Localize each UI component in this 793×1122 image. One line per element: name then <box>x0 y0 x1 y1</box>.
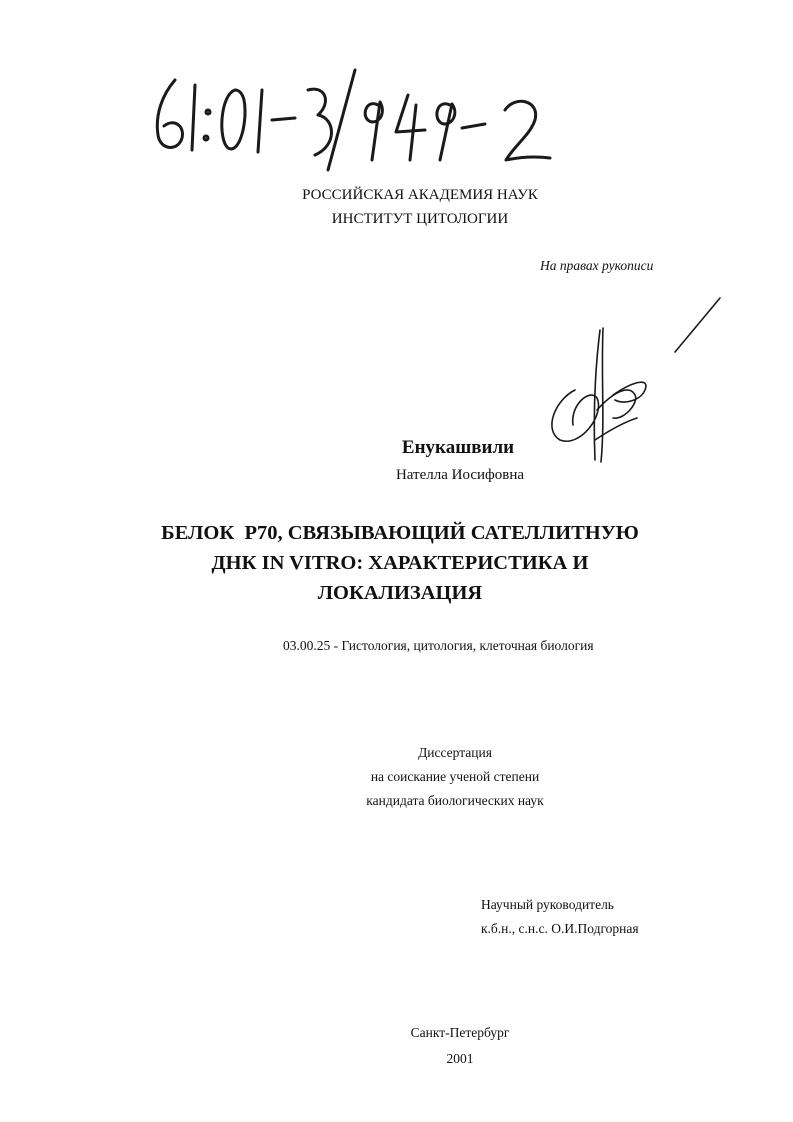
dissertation-label: Диссертация <box>418 745 492 760</box>
dissertation-title <box>160 518 640 608</box>
dissertation-degree-block <box>320 741 590 813</box>
manuscript-rights-note: На правах рукописи <box>540 258 654 273</box>
city: Санкт-Петербург <box>410 1025 510 1040</box>
place-and-date <box>370 1020 550 1072</box>
supervisor-label: Научный руководитель <box>481 897 614 912</box>
title-line-2: ДНК IN VITRO: ХАРАКТЕРИСТИКА И <box>211 552 589 574</box>
handwritten-signature <box>535 290 735 470</box>
title-line-3: ЛОКАЛИЗАЦИЯ <box>317 582 483 604</box>
title-line-1: БЕЛОК Р70, СВЯЗЫВАЮЩИЙ САТЕЛЛИТНУЮ <box>161 522 639 544</box>
academy-name: РОССИЙСКАЯ АКАДЕМИЯ НАУК <box>302 187 538 203</box>
year: 2001 <box>446 1051 474 1066</box>
supervisor-name: к.б.н., с.н.с. О.И.Подгорная <box>481 921 639 936</box>
degree-name: кандидата биологических наук <box>366 793 544 808</box>
author-surname: Енукашвили <box>401 437 515 458</box>
handwritten-archive-number <box>140 60 570 180</box>
supervisor-block <box>481 893 639 941</box>
specialty-code: 03.00.25 - Гистология, цитология, клеточная биология <box>283 638 594 653</box>
institute-name: ИНСТИТУТ ЦИТОЛОГИИ <box>331 211 509 227</box>
degree-purpose: на соискание ученой степени <box>370 769 540 784</box>
institution-header <box>300 183 540 231</box>
author-given-names: Нателла Иосифовна <box>395 467 525 483</box>
